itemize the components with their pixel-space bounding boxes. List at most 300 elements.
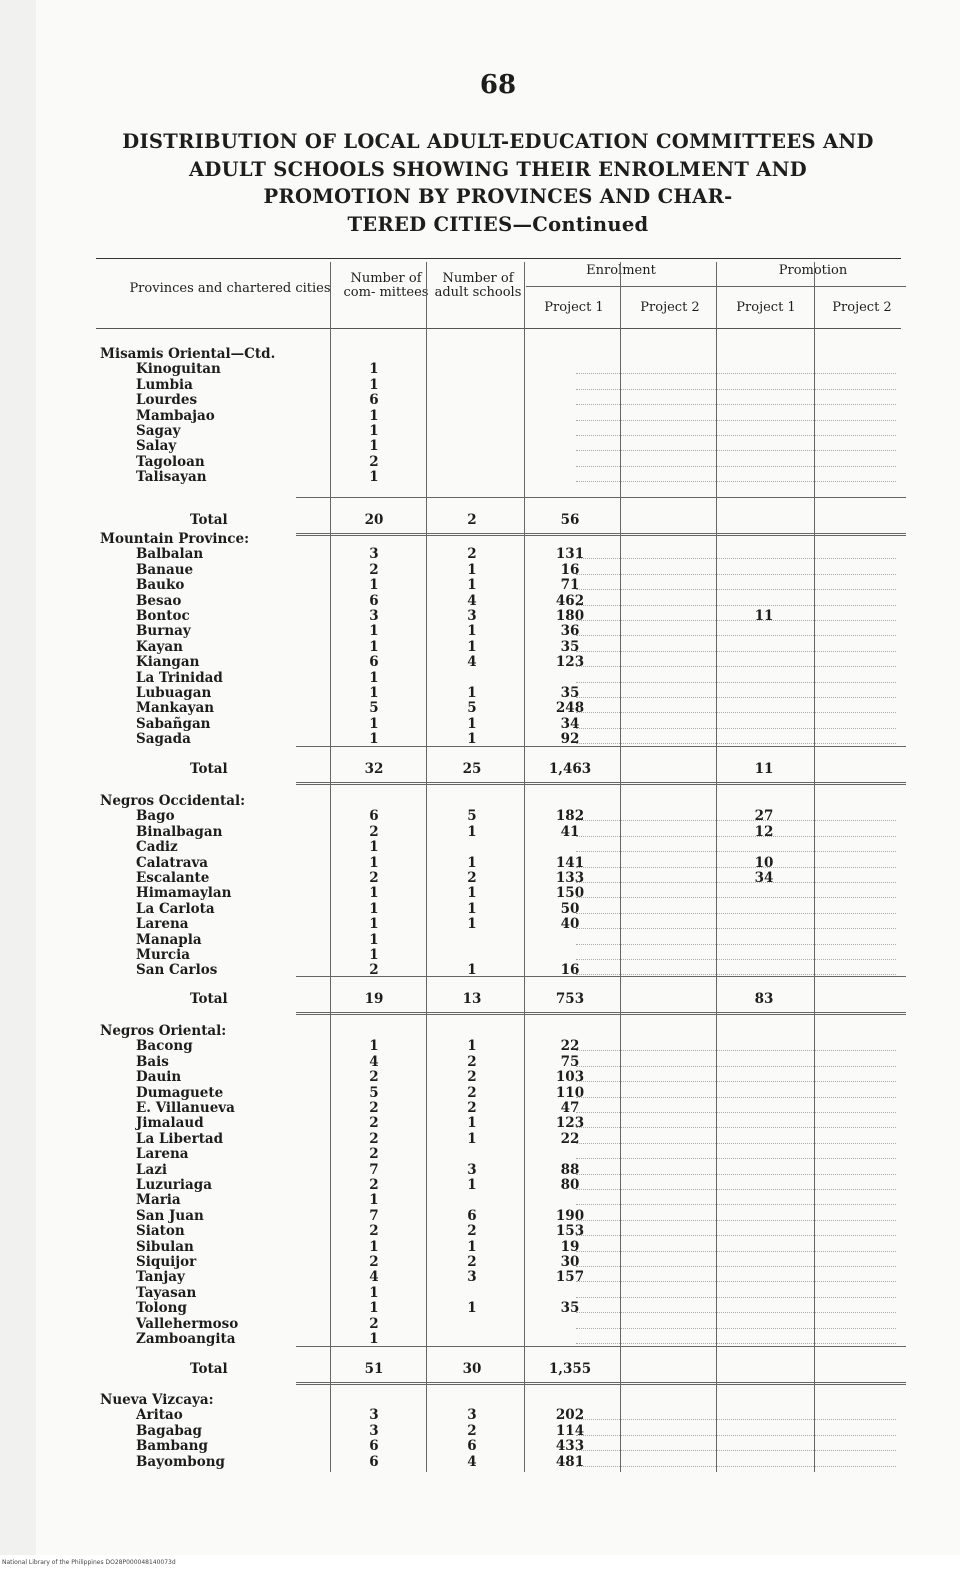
row-name: Talisayan (136, 469, 207, 486)
cell-pr1: 34 (754, 870, 774, 886)
row-leader (576, 1328, 896, 1329)
row-name: Larena (136, 1146, 189, 1163)
row-name: Bayombong (136, 1453, 225, 1470)
cell-committees: 1 (369, 839, 379, 856)
cell-committees: 1 (369, 623, 379, 640)
row-name: Manapla (136, 931, 202, 948)
cell-p1: 16 (560, 962, 580, 979)
row-name: Bontoc (136, 608, 190, 624)
section-heading: Mountain Province: (100, 531, 250, 547)
cell-p1: 248 (555, 700, 585, 717)
cell-schools: 6 (467, 1207, 477, 1224)
cell-p1: 19 (560, 1238, 580, 1255)
cell-schools: 1 (467, 1238, 477, 1255)
cell-committees: 3 (369, 546, 379, 563)
total-rule (296, 976, 906, 977)
cell-p1: 47 (560, 1100, 580, 1116)
cell-committees: 1 (369, 423, 379, 439)
cell-p1: 103 (555, 1069, 585, 1086)
cell-schools: 1 (467, 685, 477, 701)
cell-committees: 1 (369, 577, 379, 594)
cell-p1: 182 (555, 808, 585, 825)
cell-committees: 1 (369, 638, 379, 655)
row-leader (576, 1143, 896, 1144)
cell-committees: 1 (369, 1284, 379, 1301)
row-name: Lubuagan (136, 685, 212, 701)
cell-committees: 2 (369, 1254, 379, 1270)
row-leader (576, 1097, 896, 1098)
cell-schools: 1 (467, 823, 477, 840)
cell-p1: 462 (555, 592, 585, 609)
row-leader (576, 820, 896, 821)
row-leader (576, 1112, 896, 1113)
footer-credit: National Library of the Philippines DO28P000048140073d (0, 1555, 960, 1570)
row-name: Burnay (136, 623, 191, 640)
header-provinces: Provinces and chartered cities (129, 281, 331, 296)
row-name: Lumbia (136, 376, 193, 393)
cell-p1: 190 (555, 1207, 585, 1224)
cell-committees: 2 (369, 1315, 379, 1332)
total-rule (296, 497, 906, 498)
row-name: Vallehermoso (136, 1315, 239, 1332)
cell-committees: 1 (369, 469, 379, 486)
row-leader (576, 944, 896, 945)
total-p1: 56 (560, 512, 580, 528)
cell-committees: 2 (369, 453, 379, 470)
row-leader (576, 682, 896, 683)
cell-p1: 110 (555, 1084, 585, 1101)
cell-committees: 6 (369, 1438, 379, 1455)
row-leader (576, 481, 896, 482)
cell-committees: 2 (369, 1115, 379, 1132)
total-rule (296, 746, 906, 747)
cell-schools: 1 (467, 1177, 477, 1193)
cell-p1: 123 (555, 1115, 585, 1132)
row-name: Banaue (136, 561, 194, 578)
cell-committees: 2 (369, 962, 379, 979)
cell-committees: 1 (369, 438, 379, 455)
page-number: 68 (479, 70, 517, 100)
row-name: Larena (136, 916, 189, 933)
row-leader (576, 605, 896, 606)
cell-committees: 1 (369, 731, 379, 748)
row-name: La Libertad (136, 1130, 224, 1147)
cell-p1: 40 (560, 916, 580, 933)
total-committees: 32 (364, 761, 384, 777)
cell-p1: 35 (560, 1300, 580, 1317)
total-committees: 20 (364, 512, 384, 528)
row-leader (576, 1235, 896, 1236)
cell-committees: 2 (369, 1223, 379, 1240)
total-schools: 13 (462, 991, 482, 1007)
cell-committees: 4 (369, 1269, 379, 1286)
row-leader (576, 450, 896, 451)
row-leader (576, 1174, 896, 1175)
cell-pr1: 10 (754, 854, 774, 871)
row-name: Siaton (136, 1223, 185, 1240)
row-leader (576, 1343, 896, 1344)
row-leader (576, 435, 896, 436)
row-name: Lourdes (136, 392, 198, 409)
row-leader (576, 1450, 896, 1451)
total-double-rule (296, 782, 906, 785)
total-label: Total (190, 761, 228, 777)
row-leader (576, 1297, 896, 1298)
total-p1: 753 (555, 991, 585, 1007)
row-name: Siquijor (136, 1254, 197, 1270)
cell-p1: 41 (560, 823, 580, 840)
cell-committees: 2 (369, 823, 379, 840)
cell-schools: 2 (467, 870, 477, 886)
row-name: Bagabag (136, 1422, 202, 1439)
cell-committees: 2 (369, 1100, 379, 1116)
row-leader (576, 1312, 896, 1313)
cell-schools: 1 (467, 885, 477, 902)
cell-committees: 5 (369, 1084, 379, 1101)
cell-schools: 5 (467, 700, 477, 717)
row-leader (576, 1050, 896, 1051)
row-name: Dumaguete (136, 1084, 224, 1101)
cell-committees: 3 (369, 1407, 379, 1424)
cell-committees: 3 (369, 1422, 379, 1439)
row-leader (576, 1435, 896, 1436)
cell-p1: 92 (560, 731, 580, 748)
cell-schools: 1 (467, 561, 477, 578)
cell-committees: 1 (369, 1038, 379, 1055)
header-enrolment-project1: Project 1 (544, 300, 604, 315)
cell-schools: 4 (467, 592, 477, 609)
row-name: Binalbagan (136, 823, 223, 840)
row-leader (576, 651, 896, 652)
row-leader (576, 728, 896, 729)
cell-p1: 80 (560, 1177, 580, 1193)
cell-schools: 2 (467, 1422, 477, 1439)
cell-p1: 131 (555, 546, 585, 563)
row-leader (576, 635, 896, 636)
cell-committees: 1 (369, 685, 379, 701)
total-double-rule (296, 1382, 906, 1385)
row-name: Aritao (136, 1407, 183, 1424)
row-name: Mankayan (136, 700, 215, 717)
row-leader (576, 1266, 896, 1267)
row-leader (576, 1158, 896, 1159)
cell-committees: 1 (369, 407, 379, 424)
cell-p1: 36 (560, 623, 580, 640)
cell-schools: 2 (467, 1053, 477, 1070)
page-title (86, 128, 910, 238)
cell-committees: 1 (369, 715, 379, 732)
total-double-rule (296, 1012, 906, 1015)
cell-committees: 6 (369, 808, 379, 825)
cell-p1: 202 (555, 1407, 585, 1424)
cell-schools: 3 (467, 1269, 477, 1286)
row-name: Kinoguitan (136, 361, 221, 378)
row-leader (576, 712, 896, 713)
row-leader (576, 882, 896, 883)
row-leader (576, 1189, 896, 1190)
row-leader (576, 1466, 896, 1467)
total-double-rule (296, 533, 906, 536)
row-name: Maria (136, 1192, 181, 1209)
row-name: Tayasan (136, 1284, 197, 1301)
cell-committees: 1 (369, 916, 379, 933)
row-name: Tagoloan (136, 453, 205, 470)
cell-schools: 5 (467, 808, 477, 825)
row-leader (576, 620, 896, 621)
cell-committees: 6 (369, 392, 379, 409)
cell-p1: 16 (560, 561, 580, 578)
total-p1: 1,355 (548, 1361, 592, 1377)
section-heading: Misamis Oriental—Ctd. (100, 346, 276, 362)
total-schools: 2 (467, 512, 477, 528)
cell-schools: 1 (467, 1130, 477, 1147)
row-name: Bago (136, 808, 175, 825)
row-name: Cadiz (136, 839, 178, 856)
row-name: Sagay (136, 423, 181, 439)
row-leader (576, 1220, 896, 1221)
cell-p1: 153 (555, 1223, 585, 1240)
cell-p1: 133 (555, 870, 585, 886)
cell-schools: 1 (467, 1038, 477, 1055)
row-leader (576, 1251, 896, 1252)
row-name: Calatrava (136, 854, 209, 871)
document-page (36, 0, 960, 1555)
total-pr1: 83 (754, 991, 774, 1007)
row-name: Bauko (136, 577, 185, 594)
row-name: Himamaylan (136, 885, 232, 902)
cell-schools: 2 (467, 1223, 477, 1240)
cell-schools: 1 (467, 715, 477, 732)
row-name: Escalante (136, 870, 210, 886)
row-name: Sagada (136, 731, 191, 748)
row-leader (576, 1066, 896, 1067)
cell-p1: 114 (555, 1422, 585, 1439)
total-pr1: 11 (754, 761, 774, 777)
total-schools: 30 (462, 1361, 482, 1377)
row-leader (576, 836, 896, 837)
cell-schools: 4 (467, 654, 477, 671)
row-name: E. Villanueva (136, 1100, 235, 1116)
row-name: Besao (136, 592, 182, 609)
cell-committees: 1 (369, 1238, 379, 1255)
cell-p1: 30 (560, 1254, 580, 1270)
row-leader (576, 851, 896, 852)
cell-p1: 35 (560, 685, 580, 701)
cell-schools: 1 (467, 577, 477, 594)
row-leader (576, 1081, 896, 1082)
row-leader (576, 666, 896, 667)
cell-p1: 88 (560, 1161, 580, 1178)
cell-p1: 481 (555, 1453, 585, 1470)
cell-committees: 2 (369, 561, 379, 578)
title-line: DISTRIBUTION OF LOCAL ADULT-EDUCATION COMMITTEES AND (122, 130, 874, 153)
row-leader (576, 1127, 896, 1128)
cell-schools: 6 (467, 1438, 477, 1455)
cell-schools: 1 (467, 916, 477, 933)
cell-pr1: 12 (754, 823, 774, 840)
total-schools: 25 (462, 761, 482, 777)
row-leader (576, 389, 896, 390)
table-top-rule (96, 258, 901, 259)
row-name: Tolong (136, 1300, 187, 1317)
row-name: Balbalan (136, 546, 204, 563)
row-leader (576, 897, 896, 898)
section-heading: Negros Occidental: (100, 793, 246, 809)
row-leader (576, 373, 896, 374)
total-rule (296, 1346, 906, 1347)
header-promotion-project1: Project 1 (736, 300, 796, 315)
row-name: Jimalaud (136, 1115, 204, 1132)
row-name: Sabañgan (136, 715, 211, 732)
row-leader (576, 404, 896, 405)
header-promotion: Promotion (778, 263, 848, 278)
cell-p1: 141 (555, 854, 585, 871)
title-line: PROMOTION BY PROVINCES AND CHAR- (263, 185, 733, 208)
row-name: Dauin (136, 1069, 182, 1086)
title-line: ADULT SCHOOLS SHOWING THEIR ENROLMENT AND (188, 157, 808, 181)
cell-pr1: 11 (754, 608, 774, 624)
cell-p1: 75 (560, 1053, 580, 1070)
cell-p1: 71 (560, 577, 580, 594)
cell-committees: 2 (369, 1069, 379, 1086)
cell-schools: 1 (467, 638, 477, 655)
cell-p1: 123 (555, 654, 585, 671)
section-heading: Nueva Vizcaya: (100, 1392, 214, 1408)
cell-schools: 1 (467, 731, 477, 748)
cell-committees: 5 (369, 700, 379, 717)
cell-schools: 3 (467, 1161, 477, 1178)
cell-schools: 3 (467, 1407, 477, 1424)
row-leader (576, 959, 896, 960)
cell-committees: 4 (369, 1053, 379, 1070)
row-name: Zamboangita (136, 1331, 236, 1347)
cell-committees: 2 (369, 870, 379, 886)
cell-p1: 22 (560, 1038, 580, 1055)
cell-committees: 1 (369, 885, 379, 902)
header-enrolment-project2: Project 2 (640, 300, 700, 315)
total-committees: 19 (364, 991, 384, 1007)
title-line: TERED CITIES—Continued (347, 212, 649, 236)
header-committees: Number of com- mittees (343, 271, 429, 300)
row-leader (576, 574, 896, 575)
row-name: Murcia (136, 947, 190, 963)
section-heading: Negros Oriental: (100, 1023, 227, 1039)
row-name: Bacong (136, 1038, 193, 1055)
cell-committees: 2 (369, 1177, 379, 1193)
row-leader (576, 420, 896, 421)
row-leader (576, 697, 896, 698)
row-name: Salay (136, 438, 177, 455)
cell-p1: 22 (560, 1130, 580, 1147)
row-name: La Carlota (136, 900, 215, 917)
row-leader (576, 743, 896, 744)
cell-p1: 50 (560, 900, 580, 917)
cell-committees: 1 (369, 376, 379, 393)
row-leader (576, 867, 896, 868)
row-name: Sibulan (136, 1238, 194, 1255)
row-name: Kiangan (136, 654, 200, 671)
cell-schools: 1 (467, 900, 477, 917)
header-bottom-rule (96, 328, 901, 329)
cell-schools: 1 (467, 962, 477, 979)
cell-committees: 1 (369, 900, 379, 917)
cell-committees: 1 (369, 854, 379, 871)
row-name: Tanjay (136, 1269, 185, 1286)
row-name: Luzuriaga (136, 1177, 212, 1193)
row-leader (576, 1419, 896, 1420)
row-leader (576, 558, 896, 559)
header-enrolment: Enrolment (586, 263, 656, 278)
row-leader (576, 928, 896, 929)
cell-schools: 1 (467, 854, 477, 871)
row-name: Bambang (136, 1438, 208, 1455)
header-promotion-project2: Project 2 (832, 300, 892, 315)
cell-pr1: 27 (754, 808, 774, 825)
cell-committees: 2 (369, 1146, 379, 1163)
row-name: Bais (136, 1053, 169, 1070)
cell-schools: 2 (467, 546, 477, 563)
cell-schools: 3 (467, 608, 477, 624)
cell-p1: 150 (555, 885, 585, 902)
cell-p1: 180 (555, 608, 585, 624)
total-label: Total (190, 1361, 228, 1377)
cell-schools: 2 (467, 1254, 477, 1270)
cell-committees: 1 (369, 931, 379, 948)
cell-committees: 7 (369, 1161, 379, 1178)
cell-p1: 34 (560, 715, 580, 732)
row-leader (576, 1281, 896, 1282)
cell-committees: 6 (369, 654, 379, 671)
cell-committees: 2 (369, 1130, 379, 1147)
row-name: San Juan (136, 1207, 204, 1224)
header-schools: Number of adult schools (434, 271, 522, 300)
cell-committees: 7 (369, 1207, 379, 1224)
row-leader (576, 1204, 896, 1205)
row-leader (576, 913, 896, 914)
row-name: San Carlos (136, 962, 218, 979)
cell-committees: 1 (369, 1331, 379, 1347)
cell-committees: 1 (369, 361, 379, 378)
row-leader (576, 466, 896, 467)
total-label: Total (190, 512, 228, 528)
cell-schools: 1 (467, 1115, 477, 1132)
total-label: Total (190, 991, 228, 1007)
cell-committees: 1 (369, 669, 379, 686)
cell-committees: 6 (369, 1453, 379, 1470)
cell-schools: 2 (467, 1100, 477, 1116)
cell-committees: 1 (369, 947, 379, 963)
total-committees: 51 (364, 1361, 384, 1377)
row-name: Mambajao (136, 407, 215, 424)
cell-committees: 1 (369, 1192, 379, 1209)
row-name: Kayan (136, 638, 183, 655)
cell-schools: 2 (467, 1069, 477, 1086)
cell-schools: 4 (467, 1453, 477, 1470)
column-rule (426, 262, 427, 1472)
cell-schools: 1 (467, 623, 477, 640)
row-name: Lazi (136, 1161, 168, 1178)
row-name: La Trinidad (136, 669, 223, 686)
cell-schools: 2 (467, 1084, 477, 1101)
cell-p1: 35 (560, 638, 580, 655)
cell-committees: 6 (369, 592, 379, 609)
cell-committees: 3 (369, 608, 379, 624)
cell-committees: 1 (369, 1300, 379, 1317)
cell-p1: 157 (555, 1269, 585, 1286)
total-p1: 1,463 (548, 761, 592, 777)
cell-schools: 1 (467, 1300, 477, 1317)
row-leader (576, 589, 896, 590)
